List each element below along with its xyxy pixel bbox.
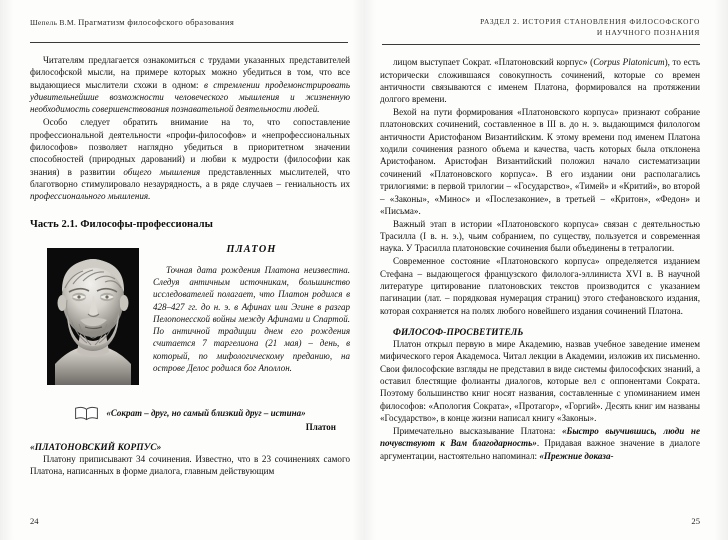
- text-run: Современное состояние «Платоновского корпуса» определяется изданием Стефана – выдающегося французского филолога-эллиниста XVI в. В научной литературе цитирование платоновских текстов производится с указанием пагинации (лат. – порядковая нумерация страниц) этого стефановского издания, которая сохраняется на полях любого новейшего издания сочинений Платона.: [380, 256, 700, 316]
- philosopher-block: [30, 244, 350, 394]
- running-head-line1: РАЗДЕЛ 2. ИСТОРИЯ СТАНОВЛЕНИЯ ФИЛОСОФСКОГО: [480, 17, 700, 26]
- text-run: Вехой на пути формирования «Платоновского корпуса» признают собрание платоновских сочинений, составленное в III в. до н. э. выдающимся филологом античности Аристофаном Византийским. К этому времени под именем Платона ходили сочинения разного объема и качества, часть которых была отклонена Аристофаном. Аристофан Византийский положил начало систематизации сочинений «Платоновского корпуса». В его издании они располагались трилогиями: в первой трилогии – «Государство», «Тимей» и «Критий», во второй – «Законы», «Минос» и «Послезаконие», в третьей – «Критон», «Федон» и «Письма».: [380, 107, 700, 216]
- text-run: Платон открыл первую в мире Академию, назвав учебное заведение именем мифического героя Академоса. Читал лекции в Академии, изложив их письменно. Свои философские взгляды не представил в виде системы философских знаний, а оставил блестящие фолианты диалогов, которые вел с оппонентами Сократа. Поэтому большинство книг носят названия, составленные с упоминанием имен философов: «Апология Сократа», «Протагор», «Горгий». Десять книг им названы «Государство», в конце жизни написал книгу «Законы».: [380, 338, 700, 423]
- text-run: Важный этап в истории «Платоновского корпуса» связан с деятельностью Трасилла (I в. н. э.), чьим собранием, по существу, пользуется и современная наука. У Трасилла платоновские сочинения были объединены в тетралогии.: [380, 218, 700, 254]
- paragraph-closing-left: Платону приписывают 34 сочинения. Известно, что в 23 сочинениях самого Платона, написанных в форме диалога, главным действующим: [30, 453, 350, 476]
- philosopher-name: ПЛАТОН: [226, 243, 277, 255]
- paragraph-thrasyllus: [380, 218, 700, 255]
- running-head-right: [380, 16, 700, 38]
- text-run: Примечательно высказывание Платона:: [393, 425, 562, 436]
- quote-row: [30, 406, 350, 421]
- text-run: Corpus Platonicum: [593, 57, 665, 68]
- quote-text: «Сократ – друг, но самый близкий друг – истина»: [106, 408, 306, 419]
- quote-attribution: Платон: [305, 421, 336, 432]
- running-head-title: Прагматизм философского образования: [78, 17, 235, 27]
- running-head-left: [30, 16, 350, 36]
- open-book-icon: [74, 406, 99, 421]
- plato-portrait: [47, 248, 139, 385]
- text-run: лицом выступает Сократ. «Платоновский корпус» (: [393, 57, 594, 68]
- text-run: Особо следует обратить внимание на то, что сопоставление профессиональной деятельности «профи-философов» и «непрофессиональных философов» позволяет наглядно убедиться в приоритетном значении способностей (природных дарований) и любви к мудрости (философии как знания) в развитии: [30, 117, 350, 177]
- paragraph-aristophanes: [380, 106, 700, 217]
- page-number-right: 25: [691, 516, 700, 526]
- running-head-line2: И НАУЧНОГО ПОЗНАНИЯ: [596, 28, 700, 38]
- running-head-author: Шепель В.М.: [30, 18, 76, 27]
- text-run: . Придавая важное значение в диалоге аргументации, настоятельно напоминал:: [380, 438, 700, 461]
- paragraph-corpus-intro: [380, 56, 700, 105]
- text-run: в стремлении продемонстрировать удивительнейшие возможности человеческого мышления и жизненную необходимость совершенствования познавательной деятельности людей.: [30, 79, 350, 115]
- sub-heading-platonic-corpus: «ПЛАТОНОВСКИЙ КОРПУС»: [30, 442, 162, 453]
- page-number-left: 24: [30, 516, 39, 526]
- text-run: «Быстро выучившись, люди не почувствуют к Вам благодарность»: [380, 425, 700, 449]
- paragraph-intro: [30, 54, 350, 116]
- philosopher-bio: Точная дата рождения Платона неизвестна. Следуя античным источникам, большинство исследователей полагает, что Платон родился в 428–427 гг. до н. э. в Афинах или Эгине в разгар Пелопонесской войны между Афинами и Спартой. По античной традиции днем его рождения считается 7 таргелиона (21 мая) – день, в который, по мифологическому преданию, на острове Делос родился бог Аполлон.: [153, 264, 350, 373]
- header-rule-left: [30, 42, 348, 43]
- header-rule-right: [382, 44, 700, 45]
- part-heading: Часть 2.1. Философы-профессионалы: [30, 218, 213, 230]
- right-page: [364, 0, 728, 540]
- paragraph-sayings: [380, 425, 700, 462]
- text-run: профессионального мышления.: [30, 191, 151, 202]
- text-run: ), то есть исторически сложившаяся совокупность сочинений, которые со времен античности связываются с именем Платона, формировался на протяжении долгого времени.: [380, 57, 701, 105]
- text-run: представленных мыслителей, что благотворно стимулировало незаурядность, а в ряде случаев – гениальность их: [30, 166, 350, 189]
- text-run: «Прежние доказа-: [539, 450, 614, 461]
- text-run: общего мышления: [123, 166, 201, 177]
- paragraph-stephanus: [380, 255, 700, 317]
- text-run: Читателям предлагается ознакомиться с трудами указанных представителей философской мысли, на примере которых можно убедиться в том, что все выдающиеся мыслители схожи в одном:: [30, 55, 350, 90]
- paragraph-comparison: [30, 116, 350, 202]
- paragraph-academy: [380, 338, 700, 424]
- sub-heading-philosopher-educator: ФИЛОСОФ-ПРОСВЕТИТЕЛЬ: [393, 327, 524, 338]
